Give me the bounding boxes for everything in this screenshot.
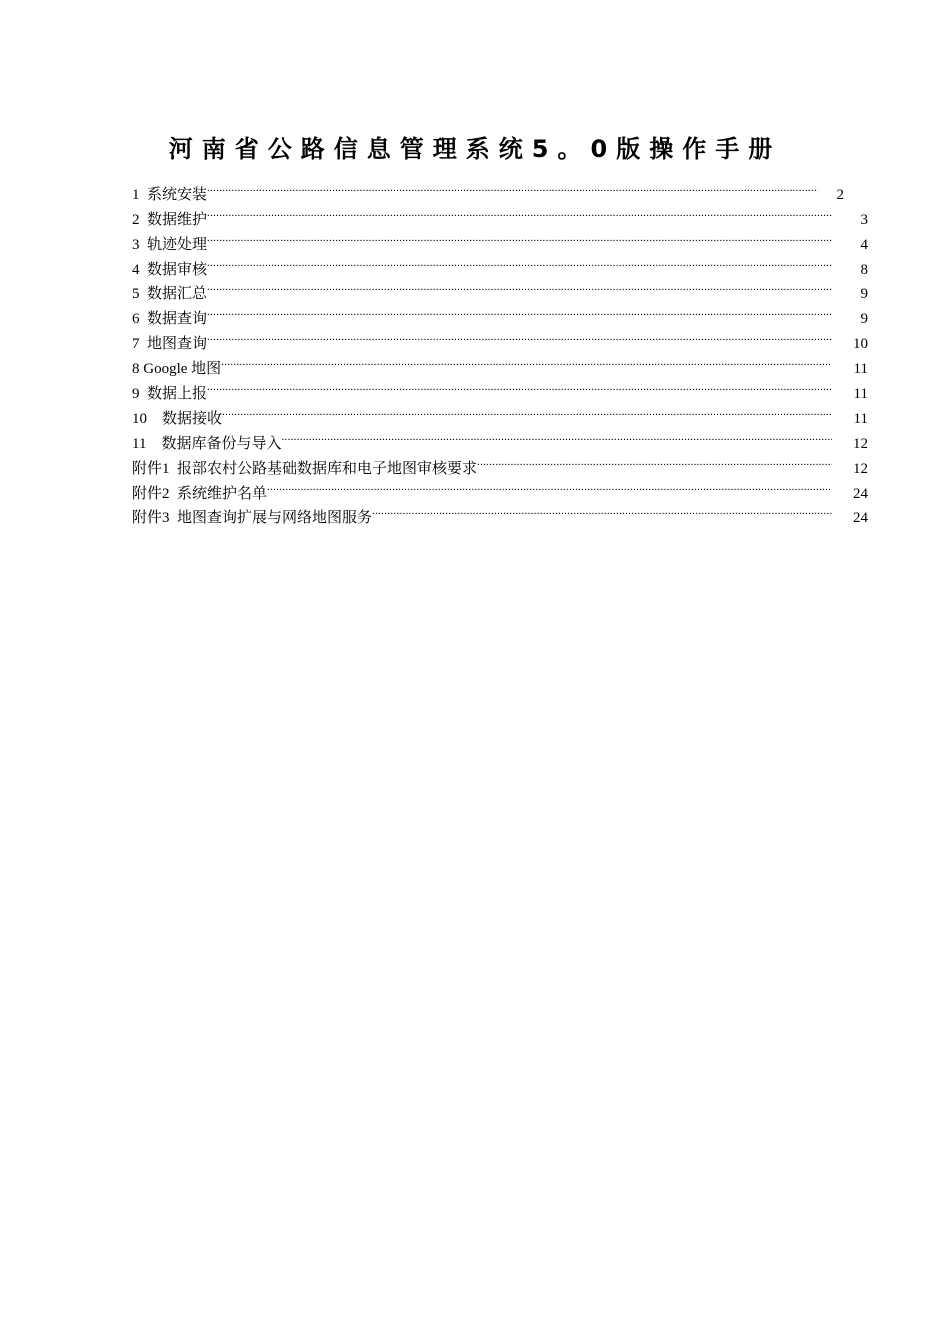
toc-entry-number: 7 xyxy=(132,336,140,353)
toc-leader-dots xyxy=(207,298,832,323)
toc-entry-label xyxy=(132,382,207,407)
toc-entry-label xyxy=(132,432,281,457)
toc-entry[interactable] xyxy=(132,398,868,427)
toc-entry-title: 数据审核 xyxy=(147,261,208,278)
toc-entry-label xyxy=(132,208,207,233)
toc-entry[interactable] xyxy=(132,199,868,228)
toc-entry[interactable] xyxy=(132,174,868,203)
toc-entry[interactable] xyxy=(132,423,868,452)
toc-leader-dots xyxy=(207,373,832,398)
toc-leader-dots xyxy=(477,448,832,473)
toc-entry[interactable] xyxy=(132,323,868,353)
toc-entry[interactable] xyxy=(132,249,868,278)
toc-entry-page: 11 xyxy=(853,386,868,403)
toc-entry-title: Google 地图 xyxy=(143,361,222,378)
toc-entry-title: 报部农村公路基础数据库和电子地图审核要求 xyxy=(177,460,478,477)
toc-leader-dots xyxy=(221,348,832,373)
toc-entry-label xyxy=(132,183,207,208)
toc-entry-page: 10 xyxy=(853,336,868,353)
toc-entry-number: 4 xyxy=(132,261,140,278)
document-title: 河南省公路信息管理系统5。0版操作手册 xyxy=(168,135,782,163)
toc-entry-page: 8 xyxy=(860,261,868,278)
toc-entry-label xyxy=(132,506,372,531)
toc-entry-title: 数据汇总 xyxy=(147,286,208,303)
toc-entry-number: 1 xyxy=(132,186,140,203)
toc-leader-dots xyxy=(207,323,832,348)
toc-entry-number: 附件3 xyxy=(132,510,170,527)
toc-entry[interactable] xyxy=(132,274,868,303)
toc-entry[interactable] xyxy=(132,298,868,328)
toc-entry-page: 11 xyxy=(853,410,868,427)
toc-leader-dots xyxy=(281,423,832,448)
toc-entry-number: 3 xyxy=(132,236,140,253)
toc-leader-dots xyxy=(267,473,832,498)
toc-entry-number: 附件2 xyxy=(132,485,170,502)
toc-leader-dots xyxy=(207,274,832,299)
toc-entry-page: 12 xyxy=(853,460,868,477)
toc-entry-title: 轨迹处理 xyxy=(147,236,208,253)
toc-entry[interactable] xyxy=(132,224,868,253)
toc-leader-dots xyxy=(207,174,818,199)
toc-entry-title: 地图查询扩展与网络地图服务 xyxy=(177,510,373,527)
toc-entry-title: 数据查询 xyxy=(147,311,208,328)
toc-entry-page: 3 xyxy=(860,211,868,228)
toc-entry-label xyxy=(132,258,207,283)
toc-entry-title: 系统维护名单 xyxy=(177,485,268,502)
toc-entry-title: 数据上报 xyxy=(147,386,208,403)
toc-entry-label xyxy=(132,233,207,258)
toc-entry-label xyxy=(132,307,207,332)
toc-entry-title: 系统安装 xyxy=(147,186,208,203)
toc-entry-label xyxy=(132,407,222,432)
toc-leader-dots xyxy=(372,498,832,523)
toc-entry-number: 10 xyxy=(132,410,147,427)
toc-entry-label xyxy=(132,482,267,507)
toc-entry-page: 11 xyxy=(853,361,868,378)
toc-entry-page: 9 xyxy=(860,286,868,303)
toc-entry-number: 8 xyxy=(132,361,140,378)
toc-entry-page: 2 xyxy=(836,186,844,203)
toc-entry-number: 11 xyxy=(132,435,147,452)
toc-leader-dots xyxy=(207,199,832,224)
toc-entry-page: 4 xyxy=(860,236,868,253)
toc-entry-number: 2 xyxy=(132,211,140,228)
toc-entry-title: 数据接收 xyxy=(162,410,223,427)
toc-entry[interactable] xyxy=(132,373,868,403)
toc-entry-page: 12 xyxy=(853,435,868,452)
toc-leader-dots xyxy=(207,224,832,249)
toc-entry-number: 9 xyxy=(132,386,140,403)
toc-leader-dots xyxy=(222,398,832,423)
toc-entry-number: 附件1 xyxy=(132,460,170,477)
toc-entry-title: 数据维护 xyxy=(147,211,208,228)
toc-entry-label xyxy=(132,282,207,307)
toc-leader-dots xyxy=(207,249,832,274)
toc-entry-number: 5 xyxy=(132,286,140,303)
toc-entry-title: 数据库备份与导入 xyxy=(161,435,282,452)
toc-entry-title: 地图查询 xyxy=(147,336,208,353)
toc-entry-label xyxy=(132,332,207,357)
toc-entry-page: 9 xyxy=(860,311,868,328)
toc-entry[interactable] xyxy=(132,348,868,378)
toc-entry-number: 6 xyxy=(132,311,140,328)
toc-entry-page: 24 xyxy=(853,485,868,502)
toc-entry-page: 24 xyxy=(853,510,868,527)
table-of-contents xyxy=(132,174,868,527)
